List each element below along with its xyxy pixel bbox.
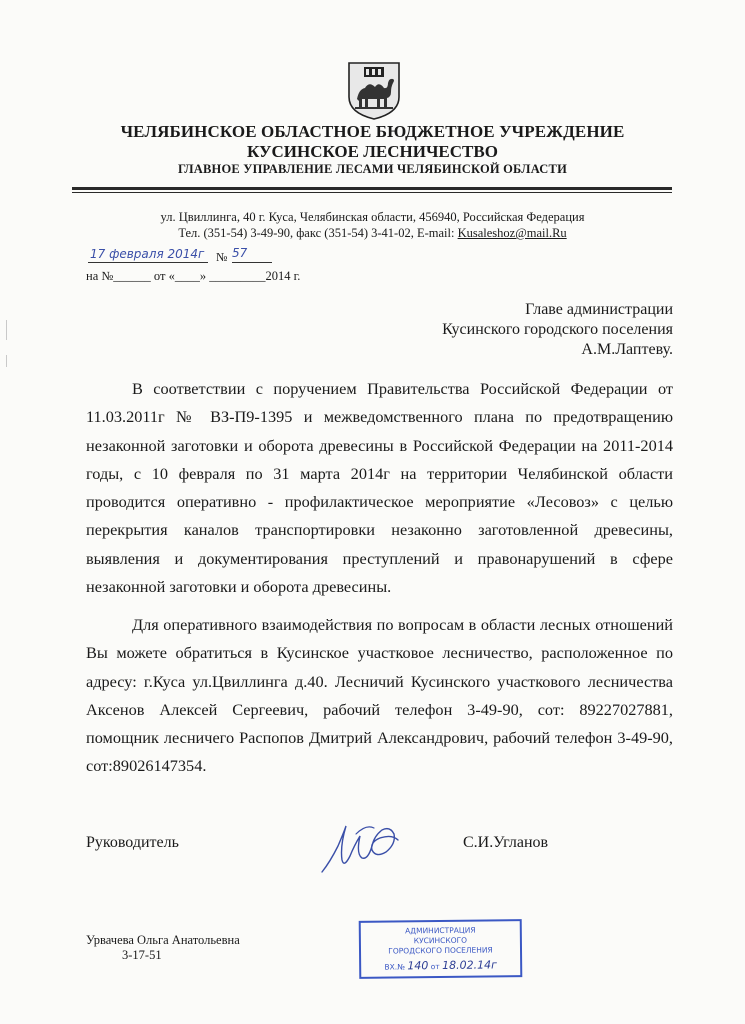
stamp-line2: КУСИНСКОГО — [413, 935, 468, 946]
scan-mark — [6, 355, 7, 367]
stamp-registration-row — [361, 960, 520, 973]
executor-phone: 3-17-51 — [122, 948, 162, 962]
incoming-registration-stamp — [359, 919, 523, 979]
phone-fax: Тел. (351-54) 3-49-90, факс (351-54) 3-41-02, E-mail: — [178, 226, 458, 240]
signatory-name: С.И.Угланов — [463, 834, 549, 851]
coat-of-arms-icon — [347, 61, 401, 121]
signatory-position: Руководитель — [86, 834, 179, 851]
addressee-line3: А.М.Лаптеву. — [581, 341, 673, 358]
scan-mark — [6, 320, 7, 340]
organization-name-line1: ЧЕЛЯБИНСКОЕ ОБЛАСТНОЕ БЮДЖЕТНОЕ УЧРЕЖДЕНИЕ — [120, 122, 625, 141]
executor-name: Урвачева Ольга Анатольевна — [86, 933, 240, 947]
reference-line: на №______ от «____» _________2014 г. — [86, 269, 301, 283]
stamp-line1: АДМИНИСТРАЦИЯ — [405, 925, 476, 936]
body-paragraph-1 — [86, 375, 673, 601]
stamp-in-number: 140 — [407, 959, 429, 973]
postal-address: ул. Цвиллинга, 40 г. Куса, Челябинская области, 456940, Российская Федерация — [160, 210, 585, 224]
number-underline — [232, 262, 272, 263]
email-link[interactable]: Kusaleshoz@mail.Ru — [457, 226, 567, 240]
contact-line — [0, 226, 745, 241]
letterhead-divider-thick — [72, 187, 672, 190]
paragraph-text: В соответствии с поручением Правительства Российской Федерации от 11.03.2011г № ВЗ-П9-1395 и межведомственного плана по предотвращению незаконной заготовки и оборота древесины в Российской Федерации на 2011-2014 годы, с 10 февраля по 31 марта 2014г на территории Челябинской области проводится оперативно - профилактическое мероприятие «Лесовоз» с целью перекрытия каналов транспортировки незаконно заготовленной древесины, выявления и документирования преступлений и правонарушений в сфере незаконной заготовки и оборота древесины. — [86, 379, 673, 597]
stamp-line3: ГОРОДСКОГО ПОСЕЛЕНИЯ — [388, 945, 493, 956]
stamp-in-date: 18.02.14г — [442, 958, 497, 972]
parent-organization-name: ГЛАВНОЕ УПРАВЛЕНИЕ ЛЕСАМИ ЧЕЛЯБИНСКОЙ ОБЛАСТИ — [178, 162, 567, 176]
addressee-line2: Кусинского городского поселения — [442, 321, 673, 338]
handwritten-signature — [316, 816, 416, 874]
stamp-from-label: от — [430, 962, 440, 972]
letterhead-divider-thin — [72, 192, 672, 193]
paragraph-text: Для оперативного взаимодействия по вопросам в области лесных отношений Вы можете обратиться в Кусинское участковое лесничество, расположенное по адресу: г.Куса ул.Цвиллинга д.40. Лесничий Кусинского участкового лесничества Аксенов Алексей Сергеевич, рабочий телефон 3-49-90, сот: 89227027881, помощник лесничего Распопов Дмитрий Александрович, рабочий телефон 3-49-90, сот:89026147354. — [86, 615, 673, 776]
addressee-block — [442, 300, 673, 360]
addressee-line1: Главе администрации — [525, 301, 673, 318]
organization-name-line2: КУСИНСКОЕ ЛЕСНИЧЕСТВО — [247, 142, 498, 161]
outgoing-number-sign: № — [216, 250, 228, 264]
stamp-in-label: ВХ.№ — [384, 962, 406, 972]
date-underline — [88, 262, 208, 263]
body-paragraph-2 — [86, 611, 673, 781]
outgoing-number-handwritten: 57 — [232, 246, 248, 260]
outgoing-date-handwritten: 17 февраля 2014г — [90, 247, 205, 261]
